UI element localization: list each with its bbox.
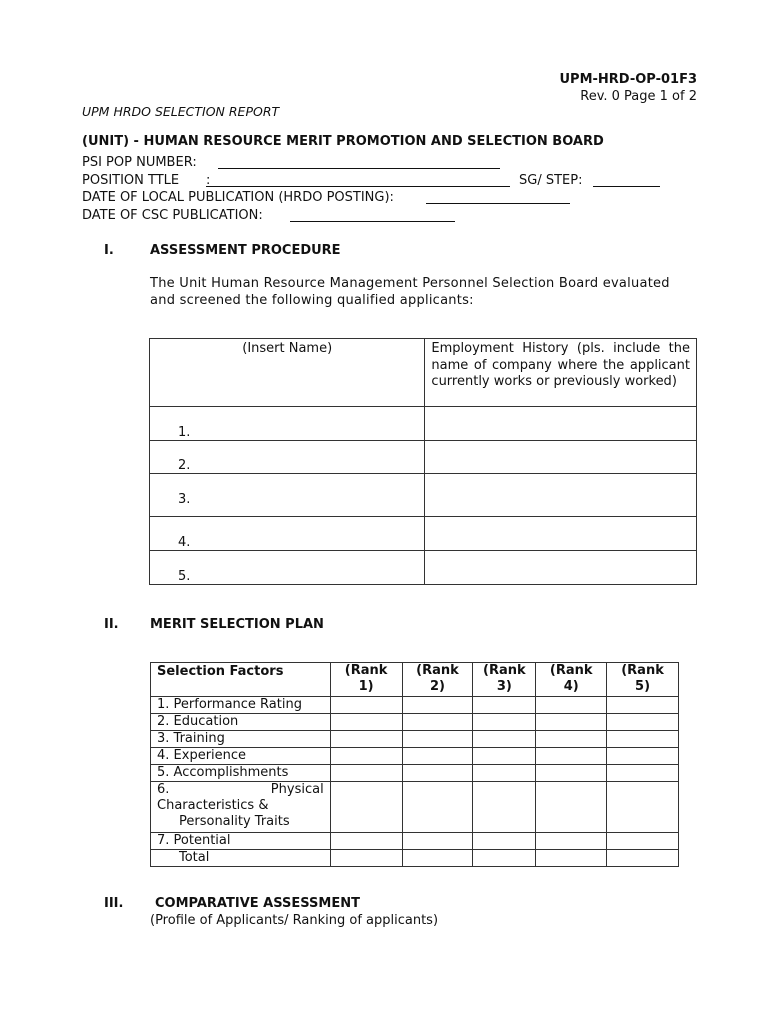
rank-label: (Rank xyxy=(549,663,593,678)
factor-6-line2: Characteristics & xyxy=(157,798,269,813)
section-2-title: MERIT SELECTION PLAN xyxy=(150,617,324,632)
table-row xyxy=(150,474,697,517)
rank-number: 4) xyxy=(563,679,579,694)
rank-label: (Rank xyxy=(344,663,388,678)
local-publication-label: DATE OF LOCAL PUBLICATION (HRDO POSTING): xyxy=(82,190,394,205)
rank-5-header xyxy=(607,663,679,697)
position-title-label: POSITION TTLE xyxy=(82,173,180,188)
merit-selection-table xyxy=(150,662,679,867)
rank-cell[interactable] xyxy=(402,731,473,748)
factor-label xyxy=(151,782,331,833)
section-2-numeral: II. xyxy=(104,617,119,632)
rank-cell[interactable] xyxy=(330,782,402,833)
applicants-header-row xyxy=(150,339,697,407)
table-row xyxy=(150,407,697,441)
rank-4-header xyxy=(536,663,607,697)
rank-number: 2) xyxy=(429,679,445,694)
employment-history-cell[interactable] xyxy=(425,441,697,474)
psi-pop-number-field xyxy=(82,155,197,170)
rank-cell[interactable] xyxy=(402,782,473,833)
rank-cell[interactable] xyxy=(330,765,402,782)
rank-label: (Rank xyxy=(483,663,526,678)
rank-cell[interactable] xyxy=(536,714,607,731)
applicant-name-cell[interactable] xyxy=(150,517,425,551)
insert-name-header: (Insert Name) xyxy=(150,339,425,407)
rank-label: (Rank xyxy=(416,663,459,678)
rank-cell[interactable] xyxy=(402,714,473,731)
csc-publication-label: DATE OF CSC PUBLICATION: xyxy=(82,208,263,223)
position-colon: : xyxy=(206,173,211,188)
applicant-name-cell[interactable] xyxy=(150,474,425,517)
section-1-numeral: I. xyxy=(104,243,114,258)
board-title: (UNIT) - HUMAN RESOURCE MERIT PROMOTION AND SELECTION BOARD xyxy=(82,134,604,149)
rank-cell[interactable] xyxy=(473,782,536,833)
revision-page-info: Rev. 0 Page 1 of 2 xyxy=(580,89,697,104)
section-1-paragraph-line2: and screened the following qualified applicants: xyxy=(150,293,474,308)
rank-cell[interactable] xyxy=(330,748,402,765)
table-row xyxy=(151,731,679,748)
rank-cell[interactable] xyxy=(536,850,607,867)
employment-history-cell[interactable] xyxy=(425,551,697,585)
rank-label: (Rank xyxy=(621,663,664,678)
rank-cell[interactable] xyxy=(402,765,473,782)
rank-number: 3) xyxy=(496,679,512,694)
rank-cell[interactable] xyxy=(473,697,536,714)
rank-cell[interactable] xyxy=(607,731,679,748)
applicant-name-cell[interactable] xyxy=(150,441,425,474)
rank-cell[interactable] xyxy=(607,714,679,731)
rank-cell[interactable] xyxy=(330,731,402,748)
section-3-subtitle: (Profile of Applicants/ Ranking of applicants) xyxy=(150,913,439,928)
table-row xyxy=(151,833,679,850)
table-row xyxy=(151,765,679,782)
rank-cell[interactable] xyxy=(473,765,536,782)
csc-publication-blank[interactable] xyxy=(290,210,455,222)
position-title-field xyxy=(82,173,179,188)
section-3-numeral: III. xyxy=(104,896,124,911)
rank-1-header xyxy=(330,663,402,697)
rank-cell[interactable] xyxy=(536,697,607,714)
applicant-name-cell[interactable] xyxy=(150,407,425,441)
document-code: UPM-HRD-OP-01F3 xyxy=(559,72,697,87)
selection-factors-header: Selection Factors xyxy=(151,663,331,697)
rank-cell[interactable] xyxy=(607,765,679,782)
rank-cell[interactable] xyxy=(402,850,473,867)
factor-label: 4. Experience xyxy=(151,748,331,765)
row-number: 5. xyxy=(178,569,191,584)
position-title-blank[interactable] xyxy=(206,175,510,187)
rank-cell[interactable] xyxy=(402,833,473,850)
employment-history-cell[interactable] xyxy=(425,517,697,551)
employment-history-cell[interactable] xyxy=(425,407,697,441)
rank-cell[interactable] xyxy=(473,833,536,850)
psi-pop-label: PSI POP NUMBER: xyxy=(82,155,197,170)
rank-cell[interactable] xyxy=(536,782,607,833)
rank-cell[interactable] xyxy=(473,850,536,867)
rank-cell[interactable] xyxy=(330,697,402,714)
rank-3-header xyxy=(473,663,536,697)
rank-cell[interactable] xyxy=(536,731,607,748)
rank-number: 1) xyxy=(358,679,374,694)
section-1-title: ASSESSMENT PROCEDURE xyxy=(150,243,341,258)
rank-2-header xyxy=(402,663,473,697)
table-row xyxy=(150,551,697,585)
factor-label: 3. Training xyxy=(151,731,331,748)
table-row xyxy=(151,697,679,714)
table-row xyxy=(151,714,679,731)
employment-history-cell[interactable] xyxy=(425,474,697,517)
rank-cell[interactable] xyxy=(402,697,473,714)
factor-6-number: 6. xyxy=(157,782,170,797)
rank-cell[interactable] xyxy=(607,697,679,714)
factor-label: 1. Performance Rating xyxy=(151,697,331,714)
factor-6-line1 xyxy=(157,782,324,798)
rank-cell[interactable] xyxy=(330,833,402,850)
factor-6-line3: Personality Traits xyxy=(179,814,290,829)
row-number: 3. xyxy=(178,492,191,507)
psi-pop-blank[interactable] xyxy=(218,157,500,169)
rank-cell[interactable] xyxy=(607,850,679,867)
row-number: 2. xyxy=(178,458,191,473)
factor-label: 7. Potential xyxy=(151,833,331,850)
row-number: 4. xyxy=(178,535,191,550)
rank-cell[interactable] xyxy=(607,748,679,765)
factor-6-word: Physical xyxy=(270,782,324,797)
factor-label: 2. Education xyxy=(151,714,331,731)
row-number: 1. xyxy=(178,425,191,440)
factor-label: 5. Accomplishments xyxy=(151,765,331,782)
table-row xyxy=(150,441,697,474)
rank-cell[interactable] xyxy=(536,748,607,765)
rank-cell[interactable] xyxy=(402,748,473,765)
rank-cell[interactable] xyxy=(473,714,536,731)
total-label: Total xyxy=(151,850,331,867)
sg-step-blank[interactable] xyxy=(593,175,660,187)
section-1-paragraph-line1: The Unit Human Resource Management Personnel Selection Board evaluated xyxy=(150,276,670,291)
applicants-table xyxy=(149,338,697,585)
employment-history-header: Employment History (pls. include the name of company where the applicant currently works or previously worked) xyxy=(425,339,697,407)
section-3-title: COMPARATIVE ASSESSMENT xyxy=(155,896,360,911)
rank-cell[interactable] xyxy=(536,833,607,850)
sg-step-label: SG/ STEP: xyxy=(519,173,583,188)
rank-cell[interactable] xyxy=(473,731,536,748)
rank-cell[interactable] xyxy=(473,748,536,765)
rank-number: 5) xyxy=(635,679,651,694)
applicant-name-cell[interactable] xyxy=(150,551,425,585)
rank-cell[interactable] xyxy=(330,714,402,731)
table-row xyxy=(151,748,679,765)
merit-header-row xyxy=(151,663,679,697)
local-publication-blank[interactable] xyxy=(426,192,570,204)
rank-cell[interactable] xyxy=(330,850,402,867)
total-row xyxy=(151,850,679,867)
table-row xyxy=(151,782,679,833)
rank-cell[interactable] xyxy=(607,782,679,833)
rank-cell[interactable] xyxy=(536,765,607,782)
table-row xyxy=(150,517,697,551)
rank-cell[interactable] xyxy=(607,833,679,850)
report-name: UPM HRDO SELECTION REPORT xyxy=(82,104,280,119)
